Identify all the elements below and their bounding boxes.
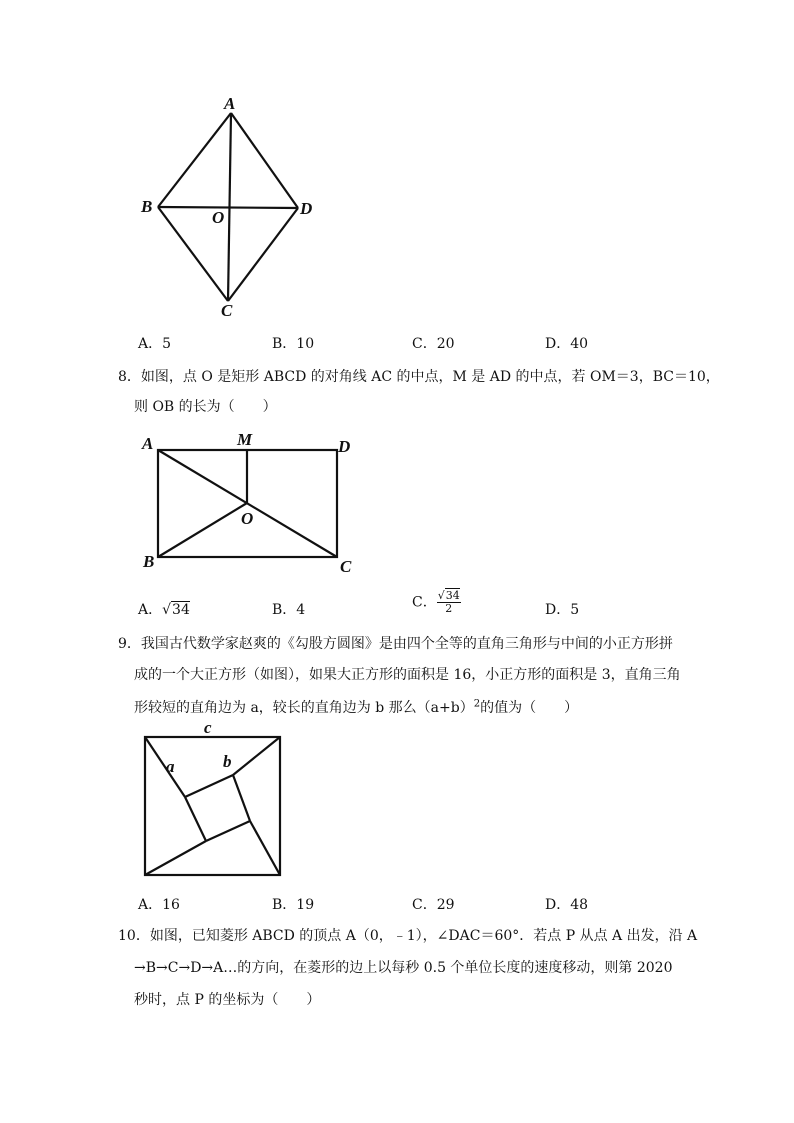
rect-label-b: B <box>143 552 155 571</box>
q9-question-line3-main: 形较短的直角边为 a，较长的直角边为 b 那么（a+b） <box>134 700 474 716</box>
rhombus-label-b: B <box>141 197 153 216</box>
q7-option-c: C．20 <box>412 336 455 352</box>
q9-question-line1: 9．我国古代数学家赵爽的《勾股方圆图》是由四个全等的直角三角形与中间的小正方形拼 <box>118 636 673 652</box>
q9-question-line3-tail: 的值为（ ） <box>480 700 579 716</box>
q8-option-c-prefix: C． <box>412 594 437 611</box>
rect-label-c: C <box>340 557 352 576</box>
square-label-a: a <box>166 757 175 776</box>
q7-option-a: A．5 <box>138 336 172 352</box>
q9-question-exponent: 2 <box>473 698 481 710</box>
rect-label-m: M <box>237 430 253 449</box>
q7-option-b: B．10 <box>272 336 315 352</box>
q9-question-line2: 成的一个大正方形（如图），如果大正方形的面积是 16，小正方形的面积是 3，直角三角 <box>134 667 681 683</box>
rhombus-label-o: O <box>212 208 225 227</box>
q8-option-a <box>138 599 190 619</box>
q9-option-d: D．48 <box>545 897 589 913</box>
q9-question-line3 <box>134 697 578 717</box>
fraction <box>437 590 461 615</box>
rhombus-label-c: C <box>221 301 233 320</box>
square-label-b: b <box>223 752 232 771</box>
q10-question-line1: 10．如图，已知菱形 ABCD 的顶点 A（0，﹣1），∠DAC＝60°．若点 P 从点 A 出发，沿 A <box>118 928 698 944</box>
q8-option-c-numerator: 34 <box>445 589 460 602</box>
q8-question-line1: 8．如图，点 O 是矩形 ABCD 的对角线 AC 的中点，M 是 AD 的中点，若 OM＝3，BC＝10， <box>118 369 720 385</box>
q9-option-c: C．29 <box>412 897 455 913</box>
sqrt-icon: √ <box>162 602 172 618</box>
q7-option-d: D．40 <box>545 336 589 352</box>
q10-question-line3: 秒时，点 P 的坐标为（ ） <box>134 992 321 1008</box>
square-label-c: c <box>204 718 212 737</box>
q8-option-c <box>412 590 461 615</box>
rect-label-a: A <box>142 434 154 453</box>
rect-label-o: O <box>241 509 254 528</box>
q8-question-line2: 则 OB 的长为（ ） <box>134 399 277 415</box>
q9-option-a: A．16 <box>138 897 180 913</box>
rect-label-d: D <box>338 437 351 456</box>
q9-option-b: B．19 <box>272 897 315 913</box>
rhombus-label-a: A <box>224 94 236 113</box>
q8-option-d: D．5 <box>545 602 580 618</box>
q8-option-c-denominator: 2 <box>445 602 453 615</box>
q8-option-a-prefix: A． <box>138 602 163 618</box>
rhombus-label-d: D <box>300 199 313 218</box>
sqrt-icon: √ <box>437 589 445 602</box>
q8-option-a-radicand: 34 <box>172 602 190 618</box>
q8-option-b: B．4 <box>272 602 306 618</box>
q10-question-line2: →B→C→D→A…的方向，在菱形的边上以每秒 0.5 个单位长度的速度移动，则第 2020 <box>134 960 673 976</box>
